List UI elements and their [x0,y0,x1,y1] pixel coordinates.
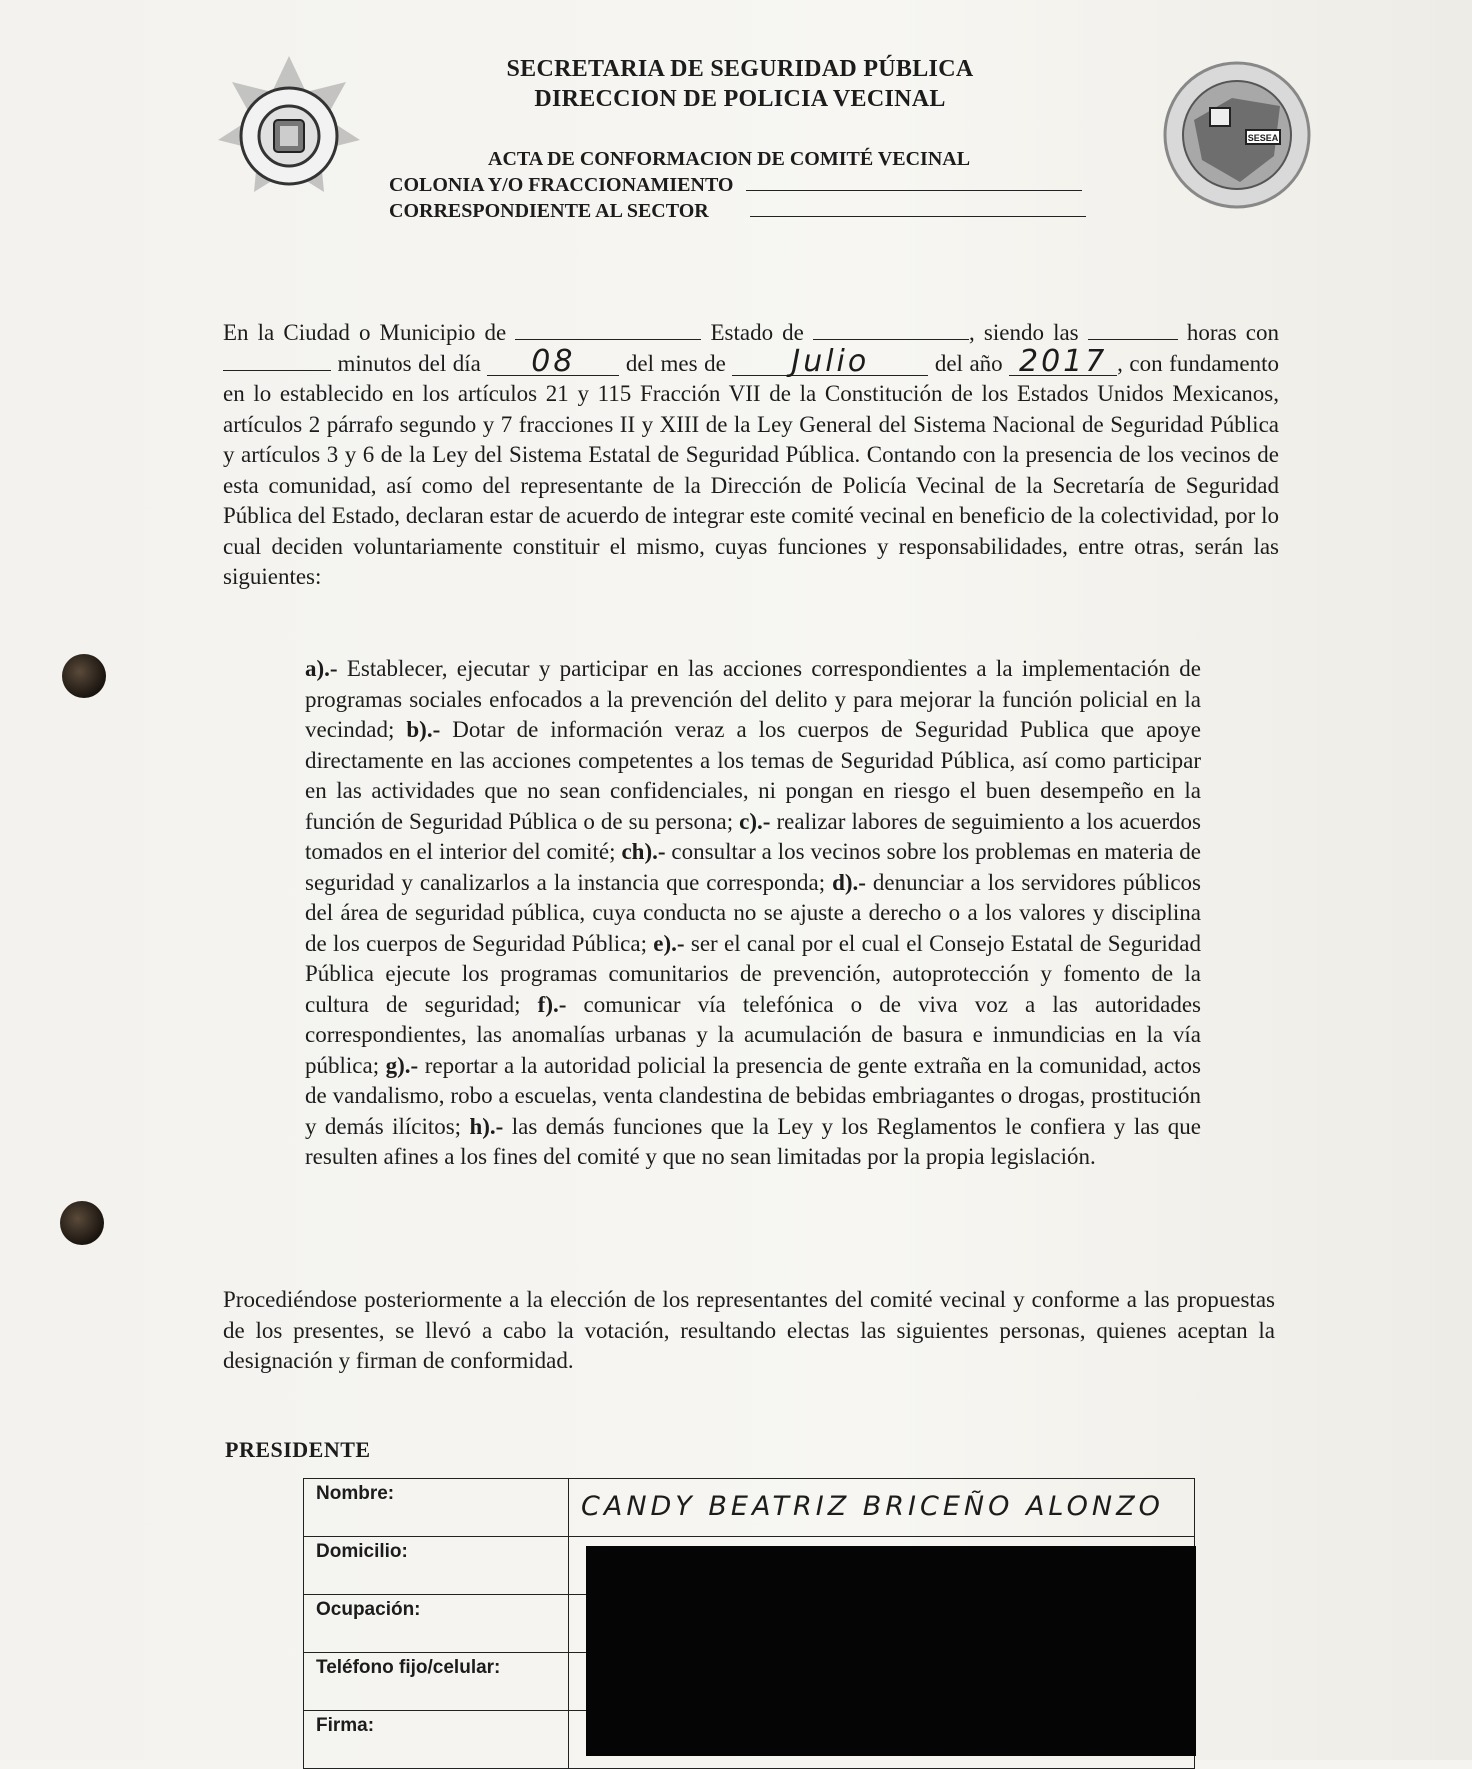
punch-hole-top [62,654,106,698]
function-text: las demás funciones que la Ley y los Reglamentos le confiera y las que resulten afines a los fines del comité y que no sean limitadas por la propia legislación. [305,1113,1201,1169]
function-label: c).- [739,808,771,834]
intro-text-anio: del año [934,350,1003,376]
cesp-seal-logo [1162,60,1312,210]
intro-text-dia: minutos del día [337,350,481,376]
function-text: reportar a la autoridad policial la presencia de gente extraña en la comunidad, actos de vandalismo, robo a escuelas, venta clandestina de bebidas embriagantes o drogas, prostitución y demás ilícitos; [305,1052,1201,1139]
nombre-label: Nombre: [304,1479,569,1537]
intro-text-estado: Estado de [710,320,804,345]
domicilio-label: Domicilio: [304,1537,569,1595]
intro-text-mes: del mes de [625,350,726,376]
intro-text-ciudad: En la Ciudad o Municipio de [223,320,507,345]
firma-label: Firma: [304,1711,569,1769]
function-text: Establecer, ejecutar y participar en las acciones correspondientes a la implementación de programas sociales enfocados a la prevención del delito y para mejorar la función policial en la vecindad; [305,656,1201,742]
intro-text-horas: horas con [1186,320,1280,345]
header-direccion: DIRECCION DE POLICIA VECINAL [534,86,946,112]
president-heading: PRESIDENTE [225,1437,371,1462]
ocupacion-label: Ocupación: [304,1595,569,1653]
function-text: Dotar de información veraz a los cuerpos de Seguridad Publica que apoye directamente en las acciones competentes a los temas de Seguridad Pública, así como participar en las actividades que no sean confidenciales, ni pongan en riesgo el buen desempeño en la función de Seguridad Pública o de su persona; [305,717,1201,834]
function-text: realizar labores de seguimiento a los acuerdos tomados en el interior del comité; [305,808,1201,864]
header-block [440,54,1040,114]
minutos-blank[interactable] [223,370,331,371]
ciudad-blank[interactable] [515,339,701,340]
colonia-label: COLONIA Y/O FRACCIONAMIENTO [389,174,734,196]
nombre-handwritten: CANDY BEATRIZ BRICEÑO ALONZO [581,1491,1164,1522]
colonia-blank[interactable] [746,190,1082,191]
header-secretaria: SECRETARIA DE SEGURIDAD PÚBLICA [506,56,974,82]
sector-blank[interactable] [750,216,1086,217]
redaction-block [586,1546,1196,1756]
dia-handwritten[interactable]: 08 [487,349,619,376]
election-paragraph: Procediéndose posteriormente a la elección de los representantes del comité vecinal y conforme a las propuestas de los presentes, se llevó a cabo la votación, resultando electas las siguientes personas, quienes aceptan la designación y firman de conformidad. [223,1287,1275,1373]
telefono-label: Teléfono fijo/celular: [304,1653,569,1711]
nombre-value-cell[interactable] [569,1479,1195,1537]
function-label: a).- [305,656,338,681]
ssp-seal-logo [214,52,364,212]
function-label: d).- [832,869,866,895]
function-label: f).- [537,991,567,1017]
function-text: ser el canal por el cual el Consejo Estatal de Seguridad Pública ejecute los programas comunitarios de prevención, autoprotección y fomento de la cultura de seguridad; [305,930,1201,1017]
acta-title: ACTA DE CONFORMACION DE COMITÉ VECINAL [488,148,971,170]
sector-line [389,198,1086,224]
anio-handwritten[interactable]: 2017 [1009,349,1117,376]
cesp-badge-text: SESEA [1247,133,1279,143]
function-text: comunicar vía telefónica o de viva voz a las autoridades correspondientes, las anomalías urbanas y la acumulación de basura e inmundicias en la vía pública; [305,991,1201,1078]
intro-text-siendo: , siendo las [969,320,1079,345]
intro-paragraph [223,318,1279,593]
colonia-line [389,172,1082,198]
function-label: b).- [406,717,441,742]
function-text: denunciar a los servidores públicos del área de seguridad pública, cuya conducta no se ajuste a derecho o a los valores y disciplina de los cuerpos de Seguridad Pública; [305,869,1201,956]
intro-text-body: , con fundamento en lo establecido en los artículos 21 y 115 Fracción VII de la Constitución de los Estados Unidos Mexicanos, artículos 2 párrafo segundo y 7 fracciones II y XIII de la Ley General del Sistema Nacional de Seguridad Pública y artículos 3 y 6 de la Ley del Sistema Estatal de Seguridad Pública. Contando con la presencia de los vecinos de esta comunidad, así como del representante de la Dirección de Policía Vecinal de la Secretaría de Seguridad Pública del Estado, declaran estar de acuerdo de integrar este comité vecinal en beneficio de la colectividad, por lo cual deciden voluntariamente constituir el mismo, cuyas funciones y responsabilidades, entre otras, serán las siguientes: [223,350,1280,589]
function-text: consultar a los vecinos sobre los problemas en materia de seguridad y canalizarlos a la instancia que corresponda; [305,839,1201,895]
function-label: e).- [653,930,685,956]
mes-handwritten[interactable]: Julio [732,349,928,376]
functions-paragraph [305,654,1201,1173]
sector-label: CORRESPONDIENTE AL SECTOR [389,200,709,222]
horas-blank[interactable] [1088,339,1178,340]
table-row [304,1479,1195,1537]
function-label: ch).- [621,839,666,864]
punch-hole-bottom [60,1201,104,1245]
function-label: h).- [469,1113,504,1139]
estado-blank[interactable] [813,339,969,340]
function-label: g).- [385,1052,419,1078]
